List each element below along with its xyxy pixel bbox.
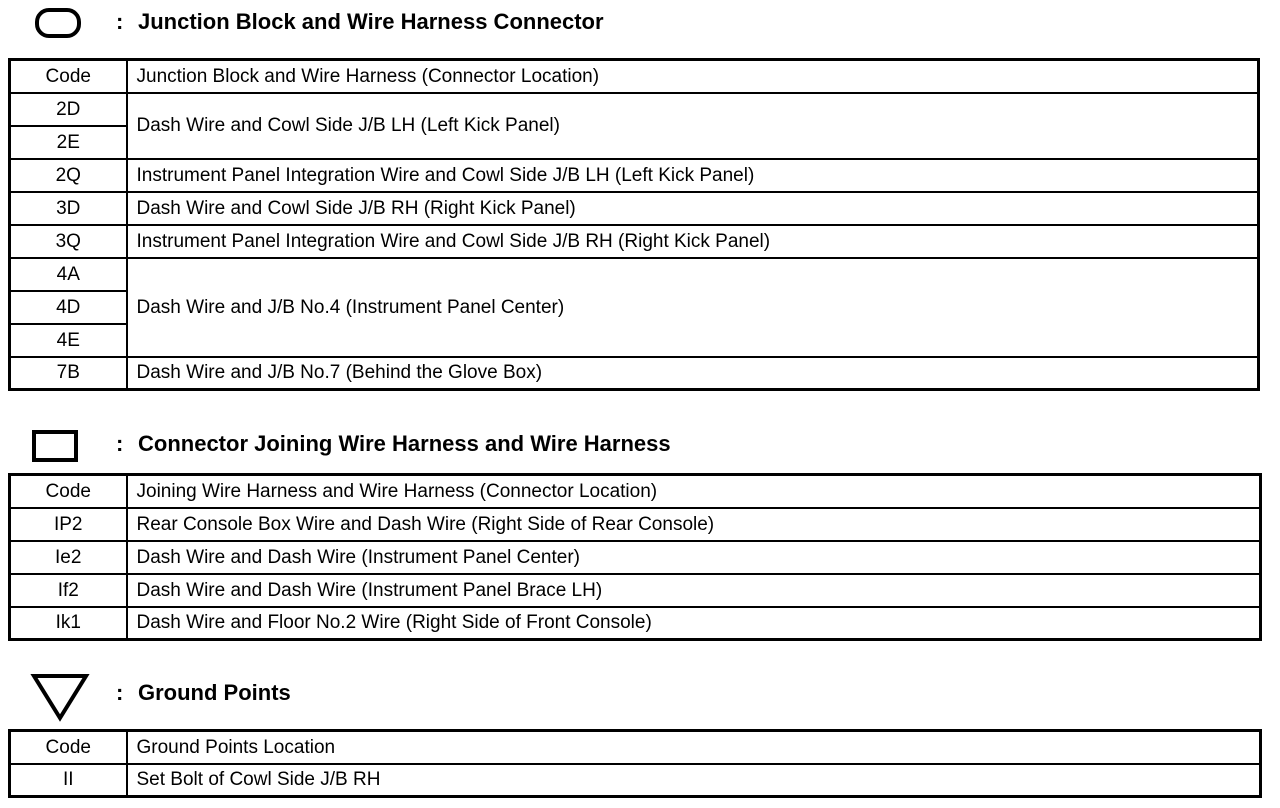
- row-description: Instrument Panel Integration Wire and Cowl Side J/B RH (Right Kick Panel): [127, 225, 1259, 258]
- header-description: Ground Points Location: [127, 731, 1261, 764]
- header-description: Junction Block and Wire Harness (Connector Location): [127, 60, 1259, 93]
- row-code: 3Q: [10, 225, 127, 258]
- row-description: Dash Wire and Cowl Side J/B LH (Left Kick Panel): [127, 93, 1259, 159]
- table-row: [10, 225, 1259, 258]
- table-row: [10, 258, 1259, 291]
- junction-block-table: [8, 58, 1260, 391]
- row-code: Ik1: [10, 607, 127, 640]
- table-row: [10, 607, 1261, 640]
- section-title: Ground Points: [138, 680, 291, 705]
- row-code: II: [10, 764, 127, 797]
- rectangle-icon: [32, 430, 78, 464]
- row-description: Set Bolt of Cowl Side J/B RH: [127, 764, 1261, 797]
- row-code: 7B: [10, 357, 127, 390]
- table-header-row: [10, 731, 1261, 764]
- row-description: Rear Console Box Wire and Dash Wire (Right Side of Rear Console): [127, 508, 1261, 541]
- row-code: If2: [10, 574, 127, 607]
- row-code: 4D: [10, 291, 127, 324]
- table-row: [10, 764, 1261, 797]
- row-description: Dash Wire and J/B No.4 (Instrument Panel Center): [127, 258, 1259, 357]
- triangle-down-icon: [30, 672, 90, 722]
- row-description: Dash Wire and Dash Wire (Instrument Panel Center): [127, 541, 1261, 574]
- section-connector-joining-heading: [0, 420, 1280, 466]
- header-code: Code: [10, 731, 127, 764]
- heading-colon: :: [116, 680, 124, 705]
- header-description: Joining Wire Harness and Wire Harness (Connector Location): [127, 475, 1261, 508]
- row-code: 2E: [10, 126, 127, 159]
- section-junction-block-heading: [0, 0, 1280, 46]
- table-row: [10, 357, 1259, 390]
- row-code: Ie2: [10, 541, 127, 574]
- row-code: 3D: [10, 192, 127, 225]
- row-code: 4A: [10, 258, 127, 291]
- table-row: [10, 93, 1259, 126]
- header-code: Code: [10, 60, 127, 93]
- table-header-row: [10, 475, 1261, 508]
- rounded-rect-icon: [34, 7, 82, 39]
- table-row: [10, 192, 1259, 225]
- row-description: Dash Wire and J/B No.7 (Behind the Glove Box): [127, 357, 1259, 390]
- heading-colon: :: [116, 431, 124, 456]
- row-description: Instrument Panel Integration Wire and Cowl Side J/B LH (Left Kick Panel): [127, 159, 1259, 192]
- row-description: Dash Wire and Floor No.2 Wire (Right Side of Front Console): [127, 607, 1261, 640]
- table-row: [10, 508, 1261, 541]
- row-code: IP2: [10, 508, 127, 541]
- table-row: [10, 574, 1261, 607]
- section-ground-points-heading: [0, 668, 1280, 714]
- connector-joining-table: [8, 473, 1262, 641]
- row-code: 2D: [10, 93, 127, 126]
- row-description: Dash Wire and Dash Wire (Instrument Panel Brace LH): [127, 574, 1261, 607]
- row-description: Dash Wire and Cowl Side J/B RH (Right Kick Panel): [127, 192, 1259, 225]
- section-title: Junction Block and Wire Harness Connector: [138, 9, 604, 34]
- table-row: [10, 159, 1259, 192]
- header-code: Code: [10, 475, 127, 508]
- section-title: Connector Joining Wire Harness and Wire Harness: [138, 431, 671, 456]
- row-code: 4E: [10, 324, 127, 357]
- row-code: 2Q: [10, 159, 127, 192]
- table-row: [10, 541, 1261, 574]
- heading-colon: :: [116, 9, 124, 34]
- ground-points-table: [8, 729, 1262, 798]
- table-header-row: [10, 60, 1259, 93]
